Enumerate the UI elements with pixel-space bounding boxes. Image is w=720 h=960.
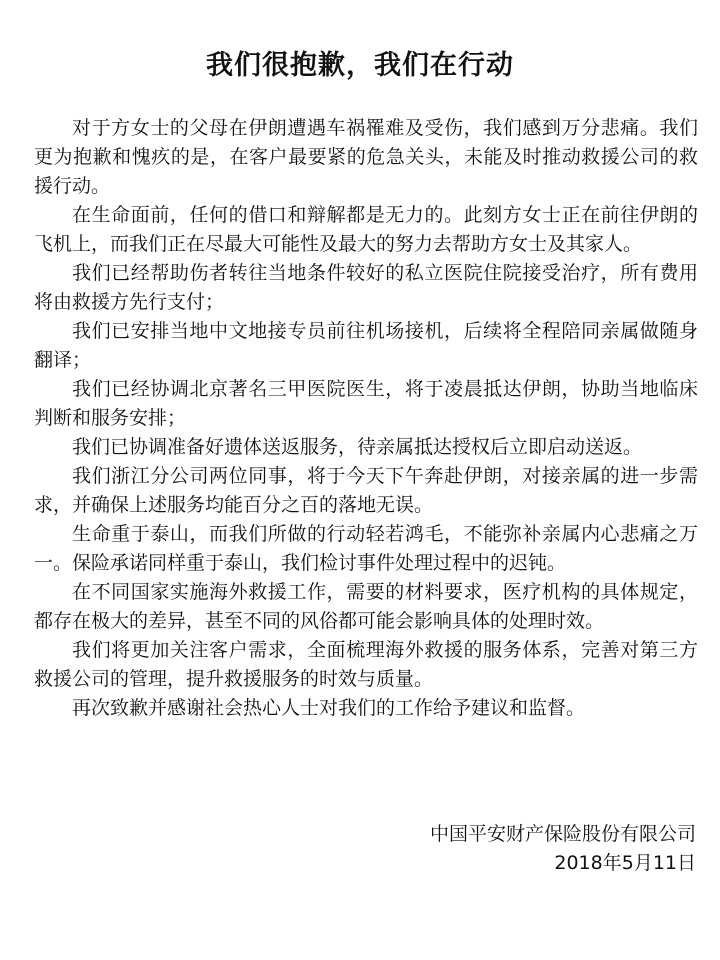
paragraph-7: 我们浙江分公司两位同事，将于今天下午奔赴伊朗，对接亲属的进一步需求，并确保上述服务均能百分之百的落地无误。 — [34, 465, 698, 516]
paragraph-6: 我们已协调准备好遗体送返服务，待亲属抵达授权后立即启动送返。 — [72, 436, 643, 458]
paragraph-8: 生命重于泰山，而我们所做的行动轻若鸿毛，不能弥补亲属内心悲痛之万一。保险承诺同样重于泰山，我们检讨事件处理过程中的迟钝。 — [34, 523, 698, 574]
paragraph-10: 我们将更加关注客户需求，全面梳理海外救援的服务体系，完善对第三方救援公司的管理，提升救援服务的时效与质量。 — [34, 639, 698, 690]
paragraph-3: 我们已经帮助伤者转往当地条件较好的私立医院住院接受治疗，所有费用将由救援方先行支付； — [34, 262, 698, 313]
statement-body — [34, 114, 698, 723]
signature-date: 2018年5月11日 — [554, 852, 696, 874]
paragraph-5: 我们已经协调北京著名三甲医院医生，将于凌晨抵达伊朗，协助当地临床判断和服务安排； — [34, 378, 698, 429]
paragraph-2: 在生命面前，任何的借口和辩解都是无力的。此刻方女士正在前往伊朗的飞机上，而我们正在尽最大可能性及最大的努力去帮助方女士及其家人。 — [34, 204, 698, 255]
paragraph-1: 对于方女士的父母在伊朗遭遇车祸罹难及受伤，我们感到万分悲痛。我们更为抱歉和愧疚的是，在客户最要紧的危急关头，未能及时推动救援公司的救援行动。 — [34, 117, 698, 197]
paragraph-9: 在不同国家实施海外救援工作，需要的材料要求，医疗机构的具体规定，都存在极大的差异，甚至不同的风俗都可能会影响具体的处理时效。 — [34, 581, 698, 632]
paragraph-11: 再次致歉并感谢社会热心人士对我们的工作给予建议和监督。 — [72, 697, 586, 719]
signature-company: 中国平安财产保险股份有限公司 — [429, 823, 696, 845]
paragraph-4: 我们已安排当地中文地接专员前往机场接机，后续将全程陪同亲属做随身翻译； — [34, 320, 698, 371]
signature-block — [430, 820, 696, 878]
page-title: 我们很抱歉，我们在行动 — [206, 50, 514, 81]
